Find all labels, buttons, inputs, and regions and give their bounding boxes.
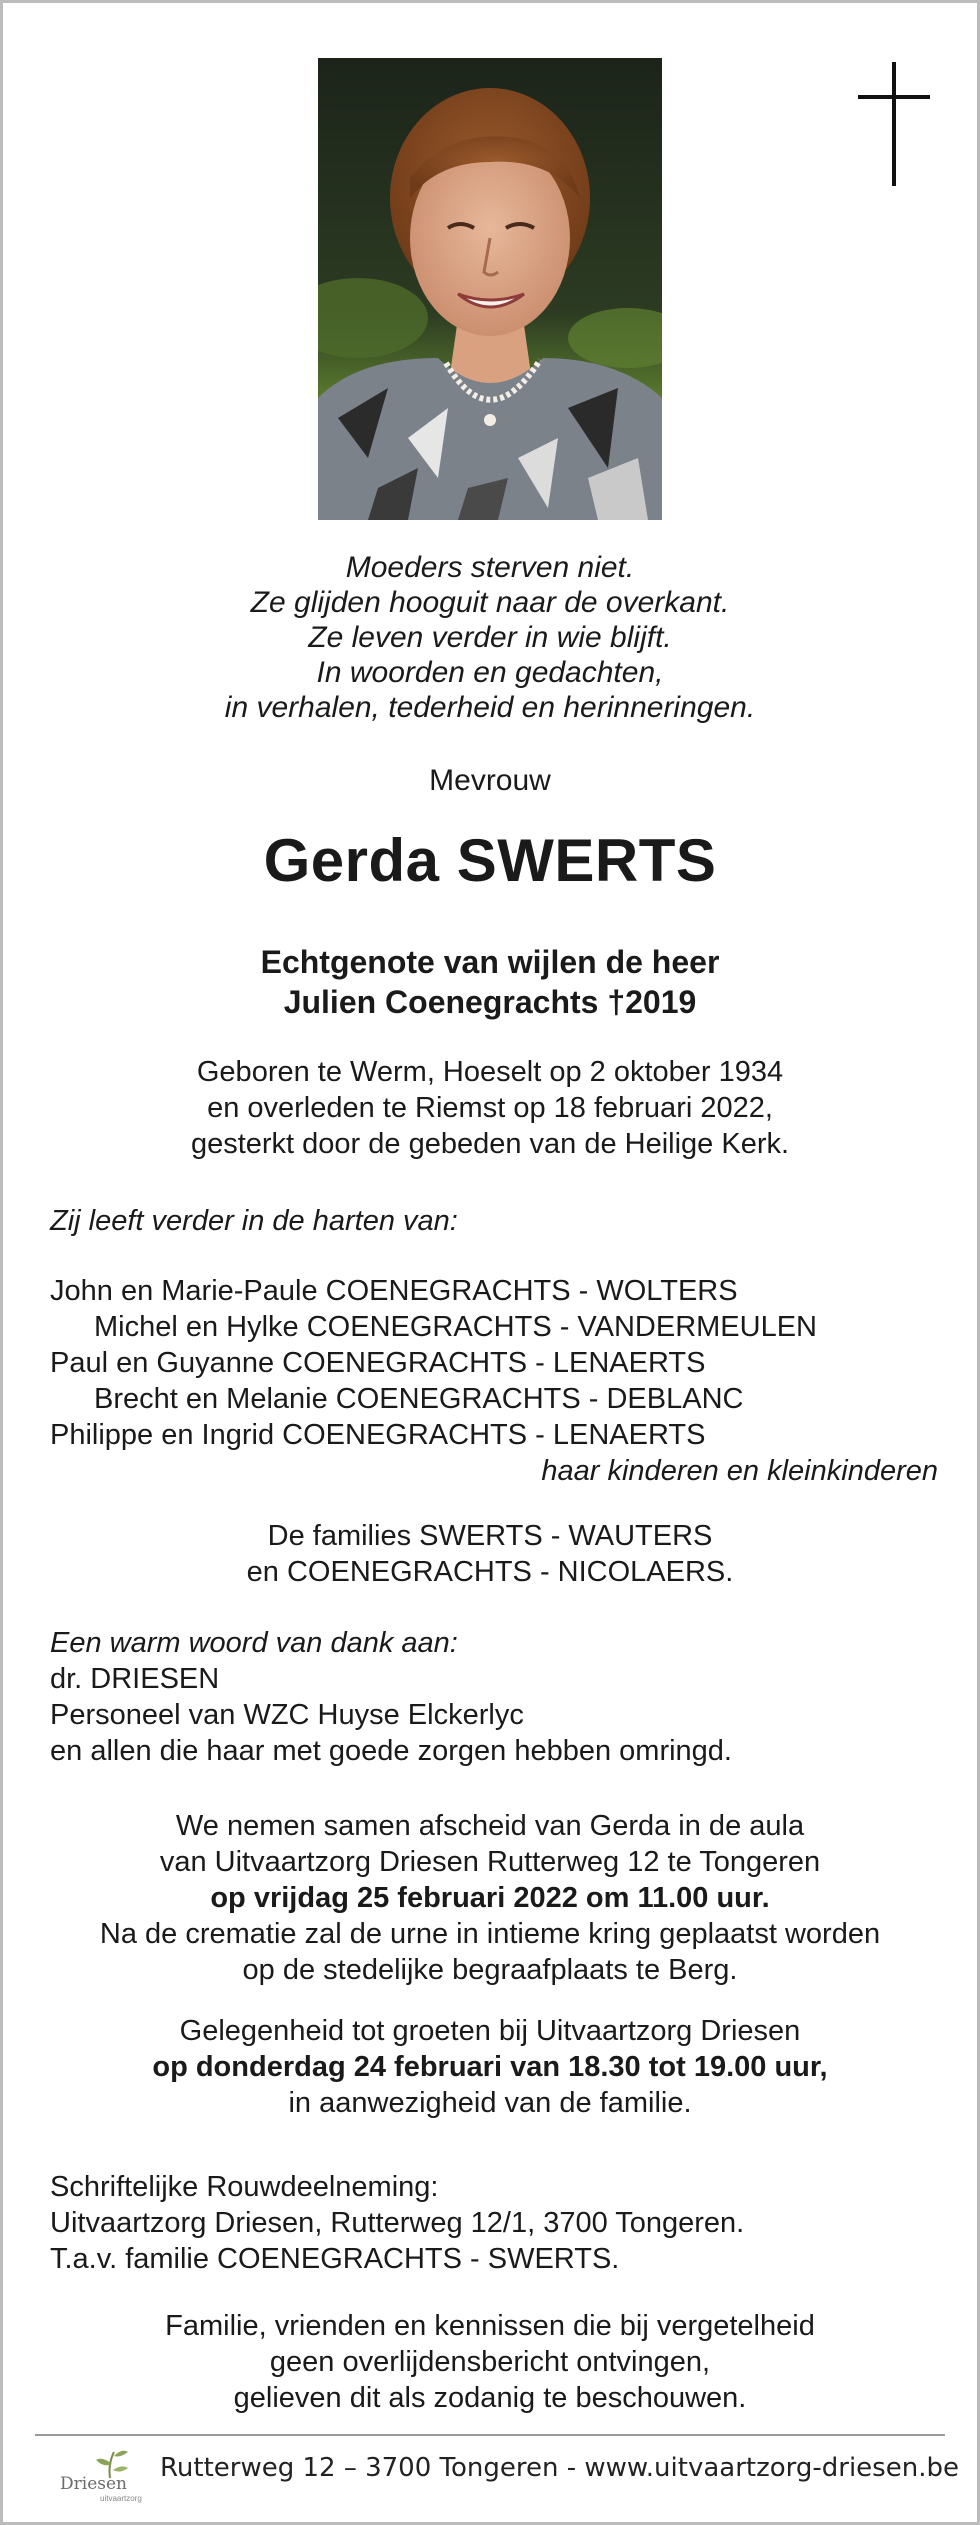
child-line: John en Marie-Paule COENEGRACHTS - WOLTERS	[50, 1275, 738, 1307]
thanks-line: dr. DRIESEN	[50, 1663, 220, 1695]
written-condolence	[50, 2169, 930, 2277]
closing-line: Familie, vrienden en kennissen die bij vergetelheid	[165, 2310, 815, 2342]
closing-note	[50, 2308, 930, 2416]
birth-line: gesterkt door de gebeden van de Heilige Kerk.	[190, 1128, 790, 1160]
birth-line: en overleden te Riemst op 18 februari 2022,	[207, 1092, 773, 1124]
poem-line: In woorden en gedachten,	[316, 656, 664, 689]
condolence-line: Uitvaartzorg Driesen, Rutterweg 12/1, 3700 Tongeren.	[50, 2207, 745, 2239]
poem-line: Ze leven verder in wie blijft.	[308, 621, 672, 654]
greeting-line: Gelegenheid tot groeten bij Uitvaartzorg Driesen	[179, 2015, 801, 2047]
child-line: Brecht en Melanie COENEGRACHTS - DEBLANC	[94, 1383, 744, 1415]
farewell-line: Na de crematie zal de urne in intieme kring geplaatst worden	[99, 1918, 881, 1950]
spouse-info	[50, 942, 930, 1022]
poem-line: Moeders sterven niet.	[345, 551, 635, 584]
condolence-line: T.a.v. familie COENEGRACHTS - SWERTS.	[50, 2243, 620, 2275]
greeting-section	[50, 2013, 930, 2121]
portrait-photo	[318, 58, 662, 520]
thanks-line: en allen die haar met goede zorgen hebben omringd.	[50, 1735, 732, 1767]
cross-icon	[858, 62, 930, 186]
thanks-heading: Een warm woord van dank aan:	[50, 1627, 458, 1659]
logo-subtext: uitvaartzorg	[100, 2494, 142, 2503]
children-caption: haar kinderen en kleinkinderen	[541, 1455, 938, 1487]
deceased-name: Gerda SWERTS	[263, 827, 717, 894]
child-line: Philippe en Ingrid COENEGRACHTS - LENAERTS	[50, 1419, 706, 1451]
farewell-line: op de stedelijke begraafplaats te Berg.	[242, 1954, 738, 1986]
farewell-line: van Uitvaartzorg Driesen Rutterweg 12 te Tongeren	[159, 1846, 821, 1878]
family-line: en COENEGRACHTS - NICOLAERS.	[246, 1556, 734, 1588]
condolence-line: Schriftelijke Rouwdeelneming:	[50, 2171, 439, 2203]
footer-address: Rutterweg 12 – 3700 Tongeren - www.uitvaartzorg-driesen.be	[160, 2453, 959, 2483]
title: Mevrouw	[429, 764, 551, 797]
poem-line: Ze glijden hooguit naar de overkant.	[250, 586, 730, 619]
logo-text: Driesen	[60, 2474, 127, 2494]
greeting-date: op donderdag 24 februari van 18.30 tot 19.00 uur,	[152, 2051, 828, 2083]
closing-line: geen overlijdensbericht ontvingen,	[269, 2346, 711, 2378]
farewell-section	[50, 1808, 930, 1988]
thanks-line: Personeel van WZC Huyse Elckerlyc	[50, 1699, 524, 1731]
farewell-line: We nemen samen afscheid van Gerda in de aula	[175, 1810, 805, 1842]
birth-line: Geboren te Werm, Hoeselt op 2 oktober 1934	[196, 1056, 784, 1088]
child-line: Paul en Guyanne COENEGRACHTS - LENAERTS	[50, 1347, 706, 1379]
spouse-line: Julien Coenegrachts †2019	[283, 984, 697, 1020]
farewell-date: op vrijdag 25 februari 2022 om 11.00 uur.	[210, 1882, 770, 1914]
lives-on-heading: Zij leeft verder in de harten van:	[50, 1205, 458, 1237]
poem-line: in verhalen, tederheid en herinneringen.	[224, 691, 756, 724]
poem	[50, 550, 930, 725]
greeting-line: in aanwezigheid van de familie.	[288, 2087, 692, 2119]
families	[50, 1518, 930, 1590]
closing-line: gelieven dit als zodanig te beschouwen.	[233, 2382, 747, 2414]
birth-death-info	[50, 1054, 930, 1162]
child-line: Michel en Hylke COENEGRACHTS - VANDERMEULEN	[94, 1311, 817, 1343]
spouse-line: Echtgenote van wijlen de heer	[260, 944, 720, 980]
funeral-home-logo	[58, 2446, 142, 2506]
footer-divider	[35, 2434, 945, 2436]
thanks-section	[50, 1625, 930, 1769]
family-line: De families SWERTS - WAUTERS	[267, 1520, 713, 1552]
